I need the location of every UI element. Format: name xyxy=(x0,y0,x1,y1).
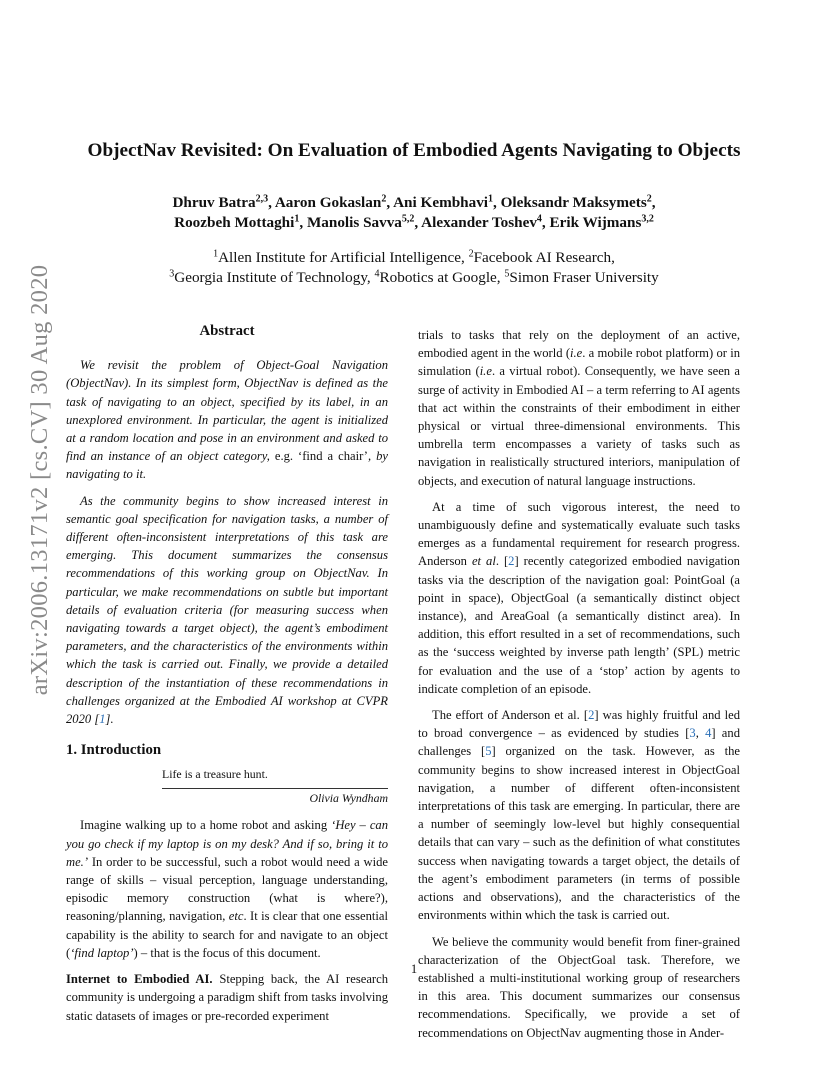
author: Dhruv Batra$^{2,3}$, xyxy=(172,193,275,211)
intro-paragraph-2: Internet to Embodied AI. Stepping back, the AI research community is undergoing a paradigm shift from tasks involving static datasets of images or pre-recorded experiment xyxy=(66,972,388,1023)
paper-title: ObjectNav Revisited: On Evaluation of Embodied Agents Navigating to Objects xyxy=(87,140,741,161)
right-column xyxy=(418,326,740,1042)
author: Aaron Gokaslan$^2$, xyxy=(274,193,394,211)
citation-link[interactable]: 5 xyxy=(485,744,492,759)
author-line-1 xyxy=(0,193,828,213)
author: Erik Wijmans$^{3,2}$ xyxy=(549,213,654,231)
author: Ani Kembhavi$^1$, xyxy=(393,193,501,211)
body-paragraph: At a time of such vigorous interest, the need to unambiguously define and systematically evaluate such tasks emerges as a fundamental requirement for research progress. Anderson et al. [2] recently categorized embodied navigation tasks via the description of the navigation goal: PointGoal (a point in space), ObjectGoal (a semantically distinct object instance), and AreaGoal (a semantically distinct area). In addition, this effort resulted in a set of recommendations, such as the ‘success weighted by inverse path length’ (SPL) metric for evaluation and the use of a ‘stop’ action by agents to indicate completion of an episode. xyxy=(418,499,740,696)
left-column xyxy=(66,322,388,1025)
epigraph xyxy=(162,767,388,806)
citation-link[interactable]: 3 xyxy=(689,726,696,741)
epigraph-author: Olivia Wyndham xyxy=(162,788,388,806)
affiliation-line-1: $^1$Allen Institute for Artificial Intelligence, $^2$Facebook AI Research, xyxy=(213,248,615,266)
citation-link[interactable]: 1 xyxy=(99,712,106,727)
body-paragraph: trials to tasks that rely on the deployment of an active, embodied agent in the world (i.e. a mobile robot platform) or in simulation (i.e. a virtual robot). Consequently, we have seen a surge of activity in Embodied AI – a term referring to AI agents that act within the constraints of their embodiment in either physical or virtual three-dimensional environments. This umbrella term encompasses a variety of tasks such as navigation in realistically structured interiors, manipulation of objects, and execution of natural language instructions. xyxy=(418,328,740,488)
arxiv-side-label xyxy=(20,264,60,696)
citation-link[interactable]: 4 xyxy=(705,726,712,741)
body-paragraph: The effort of Anderson et al. [2] was highly fruitful and led to broad convergence – as evidenced by studies [3, 4] and challenges [5] organized on the task. However, as the community begins to show increased interest in ObjectGoal navigation, a number of different often-inconsistent interpretations of this task are emerging. In particular, there are a number of seemingly low-level but highly consequential details that can vary – such as the definition of what constitutes success when navigating towards a target object, the details of the agent’s embodiment parameters (in terms of possible actions and observations), and the characteristics of the environments within which the task is carried out. xyxy=(418,708,741,923)
arxiv-identifier: arXiv:2006.13171v2 [cs.CV] 30 Aug 2020 xyxy=(26,264,53,696)
citation-link[interactable]: 2 xyxy=(508,554,515,569)
author-line-2 xyxy=(0,213,828,233)
citation-link[interactable]: 2 xyxy=(588,708,595,723)
body-paragraph: We believe the community would benefit from finer-grained characterization of the ObjectGoal task. Therefore, we established a multi-institutional working group of researchers in this area. This document summarizes our consensus recommendations. Specifically, we provide a set of recommendations on ObjectNav augmenting those in Ander- xyxy=(418,934,740,1040)
author: Manolis Savva$^{5,2}$, xyxy=(306,213,422,231)
author: Alexander Toshev$^4$, xyxy=(421,213,550,231)
intro-paragraph-1: Imagine walking up to a home robot and asking ‘Hey – can you go check if my laptop is on my desk? And if so, bring it to me.’ In order to be successful, such a robot would need a wide range of skills – visual perception, language understanding, episodic memory construction (what is where?), reasoning/planning, navigation, etc. It is clear that one essential capability is the ability to search for and navigate to an object (‘find laptop’) – that is the focus of this document. xyxy=(66,818,389,960)
affiliations xyxy=(0,248,828,288)
author: Oleksandr Maksymets$^2$, xyxy=(500,193,656,211)
epigraph-text: Life is a treasure hunt. xyxy=(162,767,268,782)
abstract-paragraph-2: As the community begins to show increased interest in semantic goal specification for navigation tasks, a number of different often-inconsistent interpretations of this task are emerging. This document summarizes the consensus recommendations of this working group on ObjectNav. In particular, we make recommendations on subtle but important details of evaluation criteria (for measuring success when navigating towards a target object), the agent’s embodiment parameters, and the characteristics of the environments within which the task is carried out. Finally, we provide a detailed description of the instantiation of these recommendations in challenges organized at the Embodied AI workshop at CVPR 2020 [1]. xyxy=(66,493,388,727)
section-heading-introduction: 1. Introduction xyxy=(66,742,162,759)
abstract-heading: Abstract xyxy=(199,323,255,339)
author-list xyxy=(0,193,828,233)
page-number: 1 xyxy=(410,962,418,976)
author: Roozbeh Mottaghi$^1$, xyxy=(174,213,307,231)
affiliation-line-2: $^3$Georgia Institute of Technology, $^4$Robotics at Google, $^5$Simon Fraser University xyxy=(169,268,659,286)
abstract-paragraph-1: We revisit the problem of Object-Goal Navigation (ObjectNav). In its simplest form, ObjectNav is defined as the task of navigating to an object, specified by its label, in an unexplored environment. In particular, the agent is initialized at a random location and pose in an environment and asked to find an instance of an object category, e.g. ‘find a chair’, by navigating to it. xyxy=(66,358,389,482)
